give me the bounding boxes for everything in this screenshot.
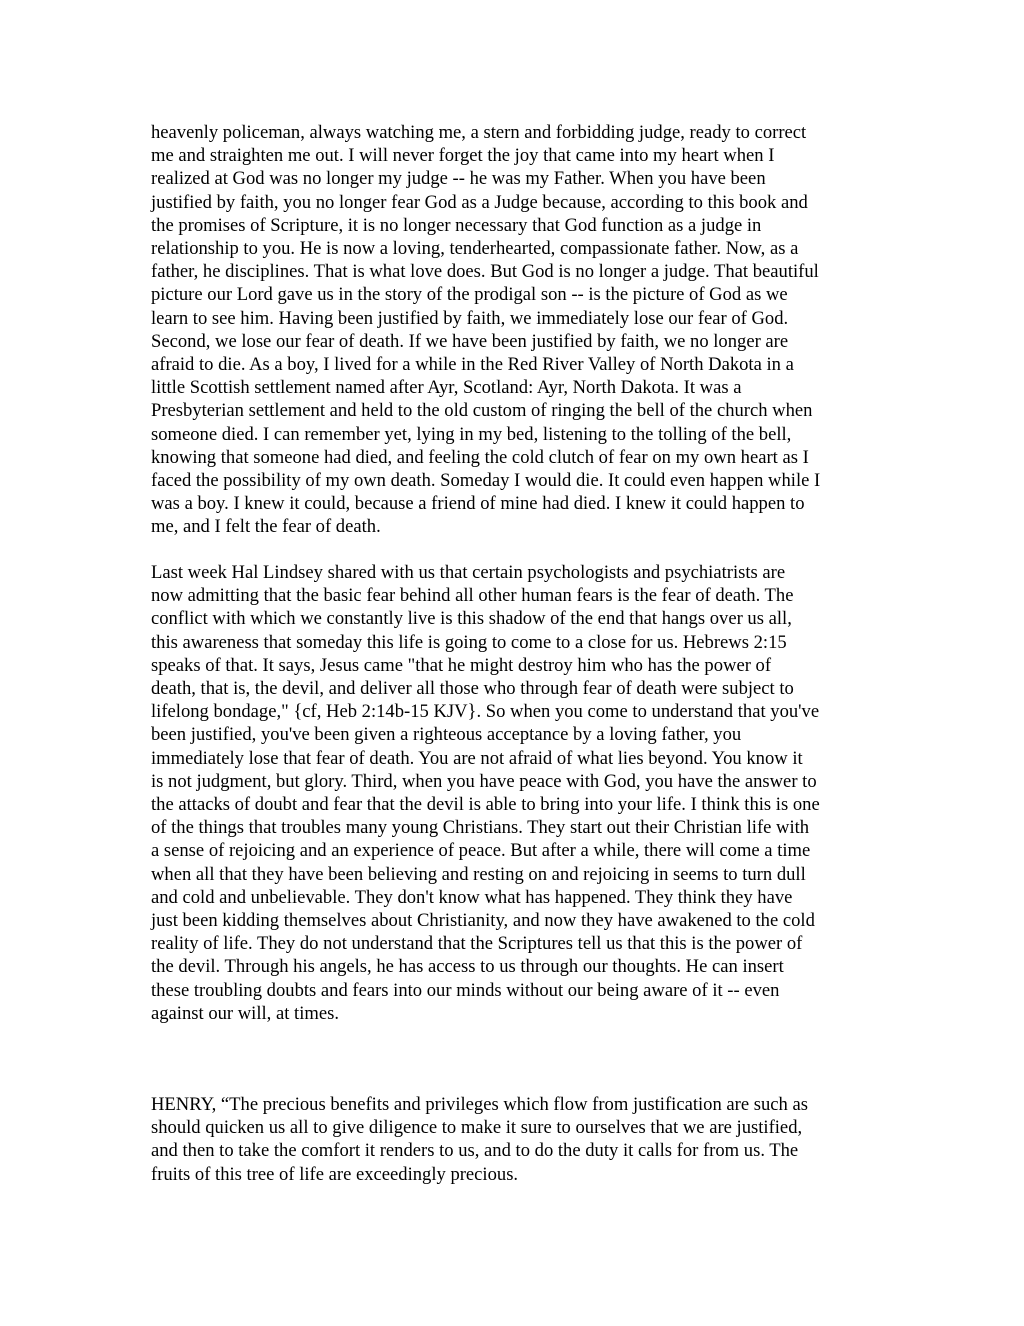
text-line: was a boy. I knew it could, because a friend of mine had died. I knew it could happen to [151,493,805,515]
text-line: knowing that someone had died, and feeling the cold clutch of fear on my own heart as I [151,446,809,468]
text-line: Presbyterian settlement and held to the old custom of ringing the bell of the church when [151,400,813,422]
text-line: the promises of Scripture, it is no longer necessary that God function as a judge in [151,214,762,236]
paragraph-1 [151,121,881,539]
text-line: realized at God was no longer my judge -- he was my Father. When you have been [151,168,766,190]
text-line: lifelong bondage," {cf, Heb 2:14b-15 KJV}. So when you come to understand that you've [151,701,820,723]
text-line: HENRY, “The precious benefits and privileges which flow from justification are such as [151,1094,808,1115]
text-line: when all that they have been believing and resting on and rejoicing in seems to turn dull [151,863,806,885]
text-line: speaks of that. It says, Jesus came "that he might destroy him who has the power of [151,654,772,676]
text-line: relationship to you. He is now a loving, tenderhearted, compassionate father. Now, as a [151,238,799,260]
text-line: these troubling doubts and fears into our minds without our being aware of it -- even [151,979,780,1001]
text-line: the devil. Through his angels, he has access to us through our thoughts. He can insert [151,956,784,978]
text-line: and cold and unbelievable. They don't know what has happened. They think they have [151,886,793,908]
text-line: been justified, you've been given a righteous acceptance by a loving father, you [151,724,742,746]
text-line: just been kidding themselves about Christianity, and now they have awakened to the cold [151,910,815,932]
text-line: someone died. I can remember yet, lying in my bed, listening to the tolling of the bell, [151,423,792,445]
text-line: is not judgment, but glory. Third, when you have peace with God, you have the answer to [151,770,817,792]
text-line: afraid to die. As a boy, I lived for a while in the Red River Valley of North Dakota in a [151,354,794,376]
text-line: learn to see him. Having been justified by faith, we immediately lose our fear of God. [151,307,789,329]
paragraph-2 [151,561,881,1025]
text-line: picture our Lord gave us in the story of the prodigal son -- is the picture of God as we [151,284,788,306]
text-line: me, and I felt the fear of death. [151,516,381,538]
text-line: a sense of rejoicing and an experience of peace. But after a while, there will come a time [151,840,811,862]
text-line: heavenly policeman, always watching me, a stern and forbidding judge, ready to correct [151,122,807,143]
text-line: little Scottish settlement named after Ayr, Scotland: Ayr, North Dakota. It was a [151,377,742,399]
text-line: conflict with which we constantly live is this shadow of the end that hangs over us all, [151,608,792,630]
text-line: the attacks of doubt and fear that the devil is able to bring into your life. I think this is one [151,794,820,816]
text-line: me and straighten me out. I will never forget the joy that came into my heart when I [151,145,775,167]
text-line: fruits of this tree of life are exceedingly precious. [151,1163,519,1185]
text-line: against our will, at times. [151,1002,339,1024]
text-line: death, that is, the devil, and deliver all those who through fear of death were subject to [151,678,794,700]
text-line: should quicken us all to give diligence to make it sure to ourselves that we are justified, [151,1117,803,1139]
text-line: of the things that troubles many young Christians. They start out their Christian life with [151,817,810,839]
paragraph-3-quote [151,1093,881,1186]
text-line: now admitting that the basic fear behind all other human fears is the fear of death. The [151,585,794,607]
text-line: faced the possibility of my own death. Someday I would die. It could even happen while I [151,470,821,492]
text-line: this awareness that someday this life is going to come to a close for us. Hebrews 2:15 [151,631,787,653]
text-line: justified by faith, you no longer fear God as a Judge because, according to this book and [151,191,808,213]
text-line: reality of life. They do not understand that the Scriptures tell us that this is the power of [151,933,803,955]
text-line: Second, we lose our fear of death. If we have been justified by faith, we no longer are [151,330,789,352]
text-line: and then to take the comfort it renders to us, and to do the duty it calls for from us. The [151,1140,799,1162]
text-line: father, he disciplines. That is what love does. But God is no longer a judge. That beautiful [151,261,819,283]
text-line: Last week Hal Lindsey shared with us that certain psychologists and psychiatrists are [151,562,786,583]
text-line: immediately lose that fear of death. You are not afraid of what lies beyond. You know it [151,747,803,769]
